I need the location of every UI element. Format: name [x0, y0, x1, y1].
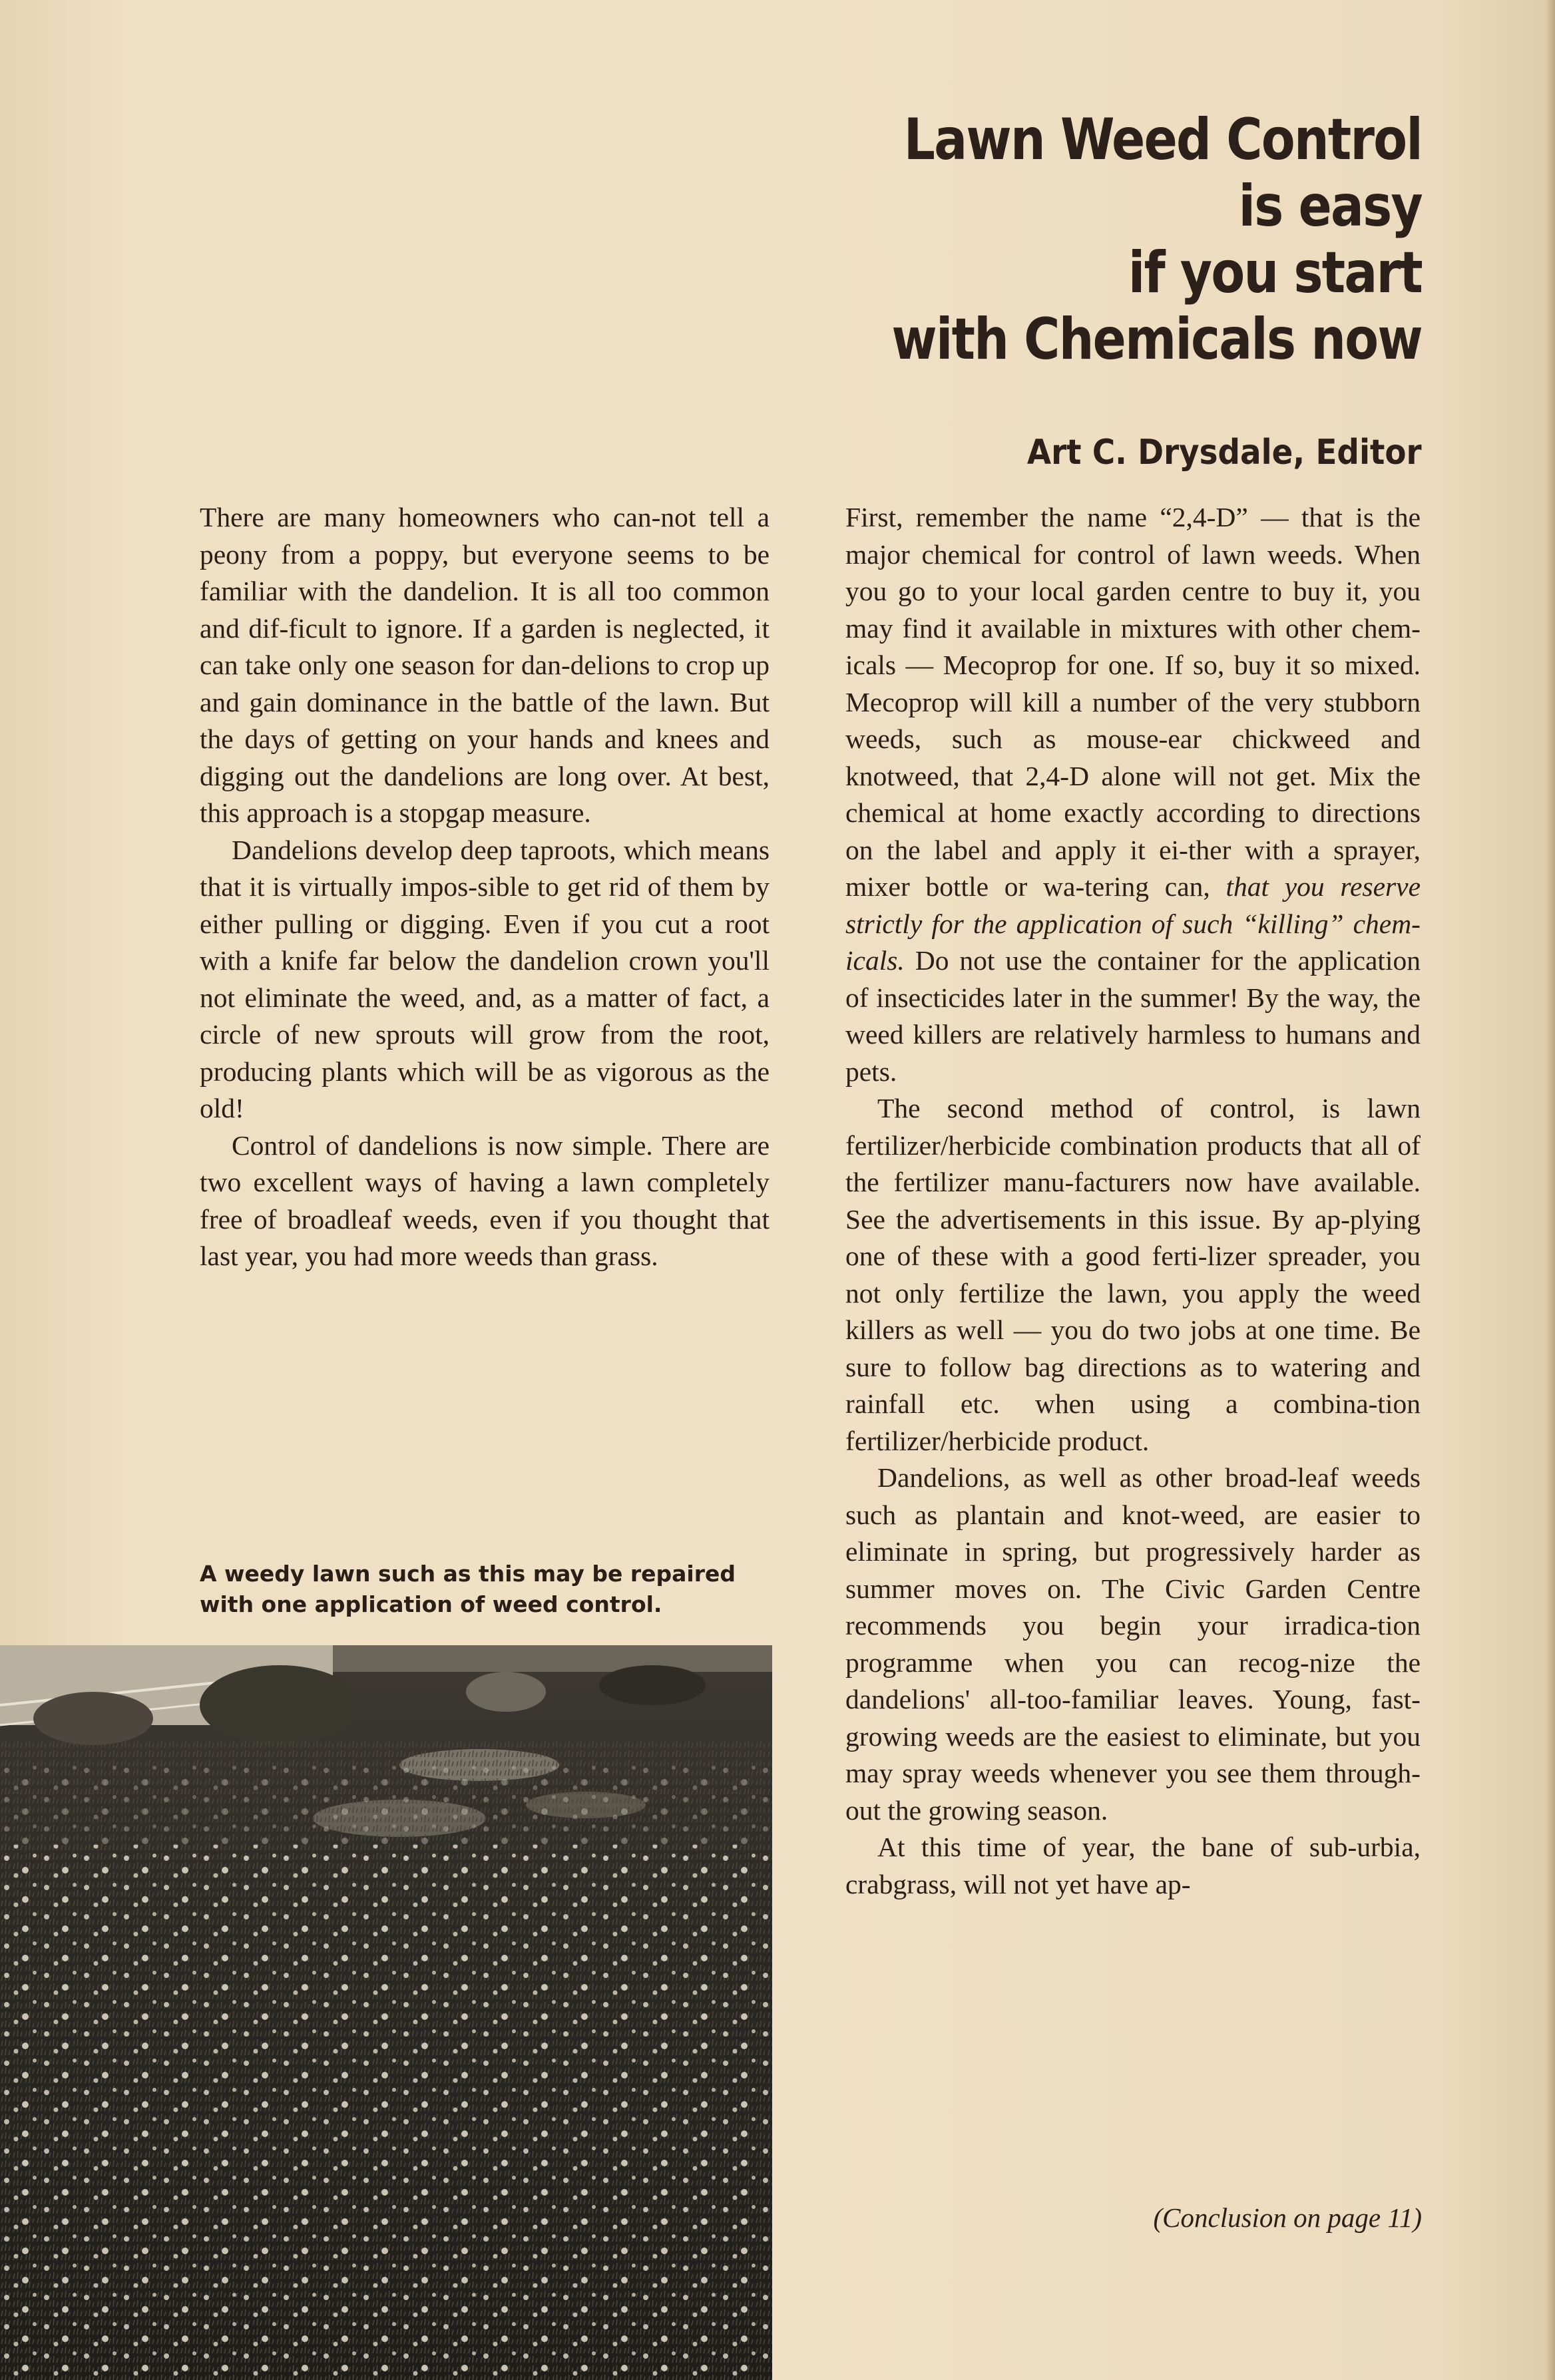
lawn-photo-image	[0, 1645, 772, 2380]
weedy-lawn-photo	[0, 1645, 772, 2380]
continuation-note: (Conclusion on page 11)	[1153, 2202, 1422, 2233]
photo-caption: A weedy lawn such as this may be repaired with one application of weed control.	[200, 1561, 736, 1617]
paragraph: Dandelions, as well as other broad-leaf weeds such as plantain and knot-weed, are easier to eliminate in spring, but progressively harder as summer moves on. The Civic Garden Centre recommends you begin your irradica-tion programme when you can recog-nize the dandelions' all-too-familiar leaves. Young, fast-growing weeds are the easiest to eliminate, but you may spray weeds whenever you see them through-out the growing season.	[845, 1462, 1421, 1826]
page-edge-shadow	[1546, 0, 1555, 2380]
title-line: Lawn Weed Control	[903, 106, 1422, 173]
left-column	[200, 499, 770, 1275]
paragraph: At this time of year, the bane of sub-urbia, crabgrass, will not yet have ap-	[845, 1832, 1421, 1899]
paragraph: Control of dandelions is now simple. There are two excellent ways of having a lawn completely free of broadleaf weeds, even if you thought that last year, you had more weeds than grass.	[200, 1129, 770, 1271]
article-title	[792, 106, 1422, 373]
title-line: if you start	[1128, 240, 1422, 306]
paragraph-text: First, remember the name “2,4-D” — that is the major chemical for control of lawn weeds. When you go to your local garden centre to buy it, you may find it available in mixtures with other chem-icals — Mecoprop for one. If so, buy it so mixed. Mecoprop will kill a number of the very stubborn weeds, such as mouse-ear chickweed and knotweed, that 2,4-D alone will not get. Mix the chemical at home exactly according to directions on the label and apply it ei-ther with a sprayer, mixer bottle or wa-tering can,	[845, 502, 1421, 902]
paragraph	[845, 499, 1421, 1090]
paragraph-text: Do not use the container for the application of insecticides later in the summer! By the way, the weed killers are relatively harmless to humans and pets.	[845, 945, 1421, 1087]
paragraph: The second method of control, is lawn fertilizer/herbicide combination products that all of the fertilizer manu-facturers now have available. See the advertisements in this issue. By ap-plying one of these with a good ferti-lizer spreader, you not only fertilize the lawn, you apply the weed killers as well — you do two jobs at one time. Be sure to follow bag directions as to watering and rainfall etc. when using a combina-tion fertilizer/herbicide product.	[845, 1093, 1421, 1456]
emphasis-text: that you reserve strictly for the application of such “killing” chem-icals.	[845, 871, 1421, 976]
title-line: is easy	[1238, 173, 1422, 240]
paragraph: There are many homeowners who can-not tell a peony from a poppy, but everyone seems to be familiar with the dandelion. It is all too common and dif-ficult to ignore. If a garden is neglected, it can take only one season for dan-delions to crop up and gain dominance in the battle of the lawn. But the days of getting on your hands and knees and digging out the dandelions are long over. At best, this approach is a stopgap measure.	[200, 502, 770, 828]
author-byline: Art C. Drysdale, Editor	[1027, 433, 1422, 473]
paragraph: Dandelions develop deep taproots, which means that it is virtually impos-sible to get rid of them by either pulling or digging. Even if you cut a root with a knife far below the dandelion crown you'll not eliminate the weed, and, as a matter of fact, a circle of new sprouts will grow from the root, producing plants which will be as vigorous as the old!	[200, 834, 770, 1123]
right-column	[845, 499, 1421, 1903]
title-line: with Chemicals now	[891, 306, 1422, 373]
